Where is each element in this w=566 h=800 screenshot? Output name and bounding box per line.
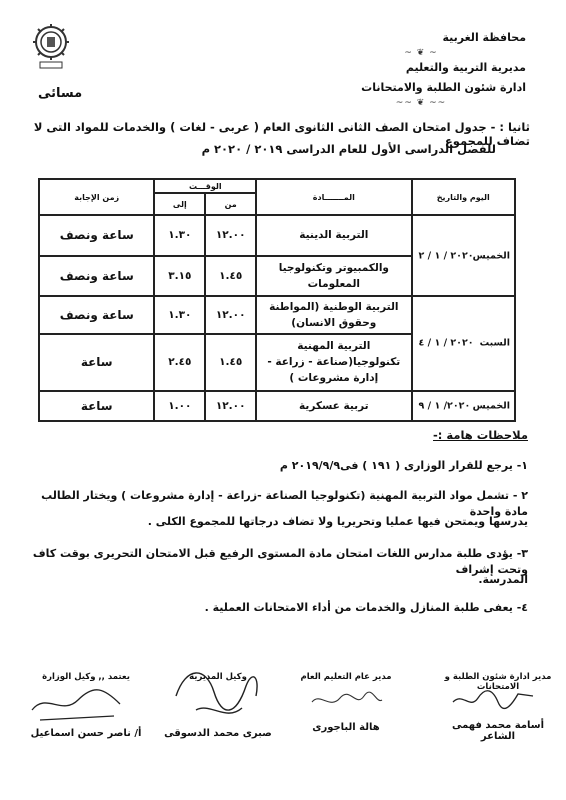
note-4: ٤- يعفى طلبة المنازل والخدمات من أداء الامتحانات العملية . <box>204 601 528 614</box>
table-header-row <box>39 179 515 193</box>
from-time-cell: ١٢.٠٠ <box>205 296 256 334</box>
to-time-cell: ١.٣٠ <box>154 296 205 334</box>
subject-cell: التربية الدينية <box>256 215 411 255</box>
signatory-name: أ/ ناصر حسن اسماعيل <box>30 728 142 739</box>
day-date-cell <box>412 391 515 421</box>
schedule-table-wrapper <box>38 178 516 422</box>
exam-date: ٢٠٢٠/ ١ / ٩ <box>418 400 471 412</box>
header-from: من <box>205 193 256 215</box>
signature-title: وكيل المديرية <box>189 672 247 682</box>
day-name: الخميس <box>472 400 510 412</box>
day-date-cell <box>412 296 515 391</box>
handwritten-signature <box>26 682 126 726</box>
signatory-name: هالة الباجورى <box>312 722 380 733</box>
directorate-name: مديرية التربية والتعليم <box>405 61 526 74</box>
table-row <box>39 215 515 255</box>
note-1: ١- يرجع للقرار الوزارى ( ١٩١ ) فى٢٠١٩/٩/٩ م <box>279 459 528 472</box>
header-day-date: اليوم والتاريخ <box>412 179 515 215</box>
signature-title: مدير عام التعليم العام <box>300 672 392 682</box>
handwritten-signature <box>306 686 386 714</box>
duration-cell: ساعة ونصف <box>39 296 154 334</box>
notes-title: ملاحظات هامة :- <box>433 428 528 442</box>
signature-title: يعتمد ,, وكيل الوزارة <box>42 672 130 682</box>
schedule-table <box>38 178 516 422</box>
duration-cell: ساعة ونصف <box>39 215 154 255</box>
day-date-cell <box>412 215 515 296</box>
from-time-cell: ١٢.٠٠ <box>205 215 256 255</box>
ornament-divider: ~ ❦ ~ <box>404 48 438 58</box>
note-3-line-2: المدرسة. <box>478 573 528 586</box>
from-time-cell: ١٢.٠٠ <box>205 391 256 421</box>
signature-title: مدير ادارة شئون الطلبة و الامتحانات <box>444 672 552 692</box>
handwritten-signature <box>166 656 266 728</box>
table-row <box>39 391 515 421</box>
duration-cell: ساعة <box>39 391 154 421</box>
to-time-cell: ١.٠٠ <box>154 391 205 421</box>
subject-cell: والكمبيوتر وتكنولوجيا المعلومات <box>256 256 411 296</box>
exam-date: ٢٠٢٠ / ١ / ٤ <box>418 337 474 349</box>
header-block <box>316 28 526 108</box>
document-subtitle: للفصل الدراسى الأول للعام الدراسى ٢٠١٩ / ٢٠٢٠ م <box>201 142 496 156</box>
header-subject: المـــــــادة <box>256 179 411 215</box>
note-2-line-2: يدرسها ويمتحن فيها عمليا وتحريريا ولا تضاف درجاتها للمجموع الكلى . <box>147 515 528 528</box>
from-time-cell: ١.٤٥ <box>205 334 256 390</box>
session-label: مسائى <box>38 86 83 101</box>
exam-date: ٢٠٢٠ / ١ / ٢ <box>418 250 474 262</box>
header-duration: زمن الإجابة <box>39 179 154 215</box>
note-3-line-1: ٣- يؤدى طلبة مدارس اللغات امتحان مادة المستوى الرفيع قبل الامتحان التحريرى بوقت كاف وتحت إشراف <box>32 547 528 576</box>
handwritten-signature <box>448 684 538 714</box>
signatory-name: أسامة محمد فهمى الشاعر <box>451 720 545 742</box>
department-name: ادارة شئون الطلبة والامتحانات <box>361 81 526 94</box>
from-time-cell: ١.٤٥ <box>205 256 256 296</box>
subject-cell: تربية عسكرية <box>256 391 411 421</box>
duration-cell: ساعة ونصف <box>39 256 154 296</box>
duration-cell: ساعة <box>39 334 154 390</box>
subject-cell: التربية المهنية تكنولوجيا(صناعة - زراعة - إدارة مشروعات ) <box>256 334 411 390</box>
subject-cell: التربية الوطنية (المواطنة وحقوق الانسان) <box>256 296 411 334</box>
header-to: إلى <box>154 193 205 215</box>
document-title: ثانيا : - جدول امتحان الصف الثانى الثانوى العام ( عربى - لغات ) والخدمات للمواد التى لا تضاف للمجموع <box>33 120 530 148</box>
governorate-name: محافظة الغربية <box>442 31 526 44</box>
note-2-line-1: ٢ - تشمل مواد التربية المهنية (تكنولوجيا الصناعة -زراعة - إدارة مشروعات ) ويختار الطالب مادة واحدة <box>41 489 528 518</box>
to-time-cell: ١.٣٠ <box>154 215 205 255</box>
header-time: الوقـــت <box>154 179 256 193</box>
table-row <box>39 296 515 334</box>
to-time-cell: ٣.١٥ <box>154 256 205 296</box>
gear-logo-icon <box>30 22 72 70</box>
signatory-name: صبرى محمد الدسوقى <box>164 728 272 739</box>
day-name: الخميس <box>472 250 510 262</box>
ornament-divider: ~~ ❦ ~~ <box>395 98 447 108</box>
day-name: السبت <box>479 337 510 349</box>
to-time-cell: ٢.٤٥ <box>154 334 205 390</box>
